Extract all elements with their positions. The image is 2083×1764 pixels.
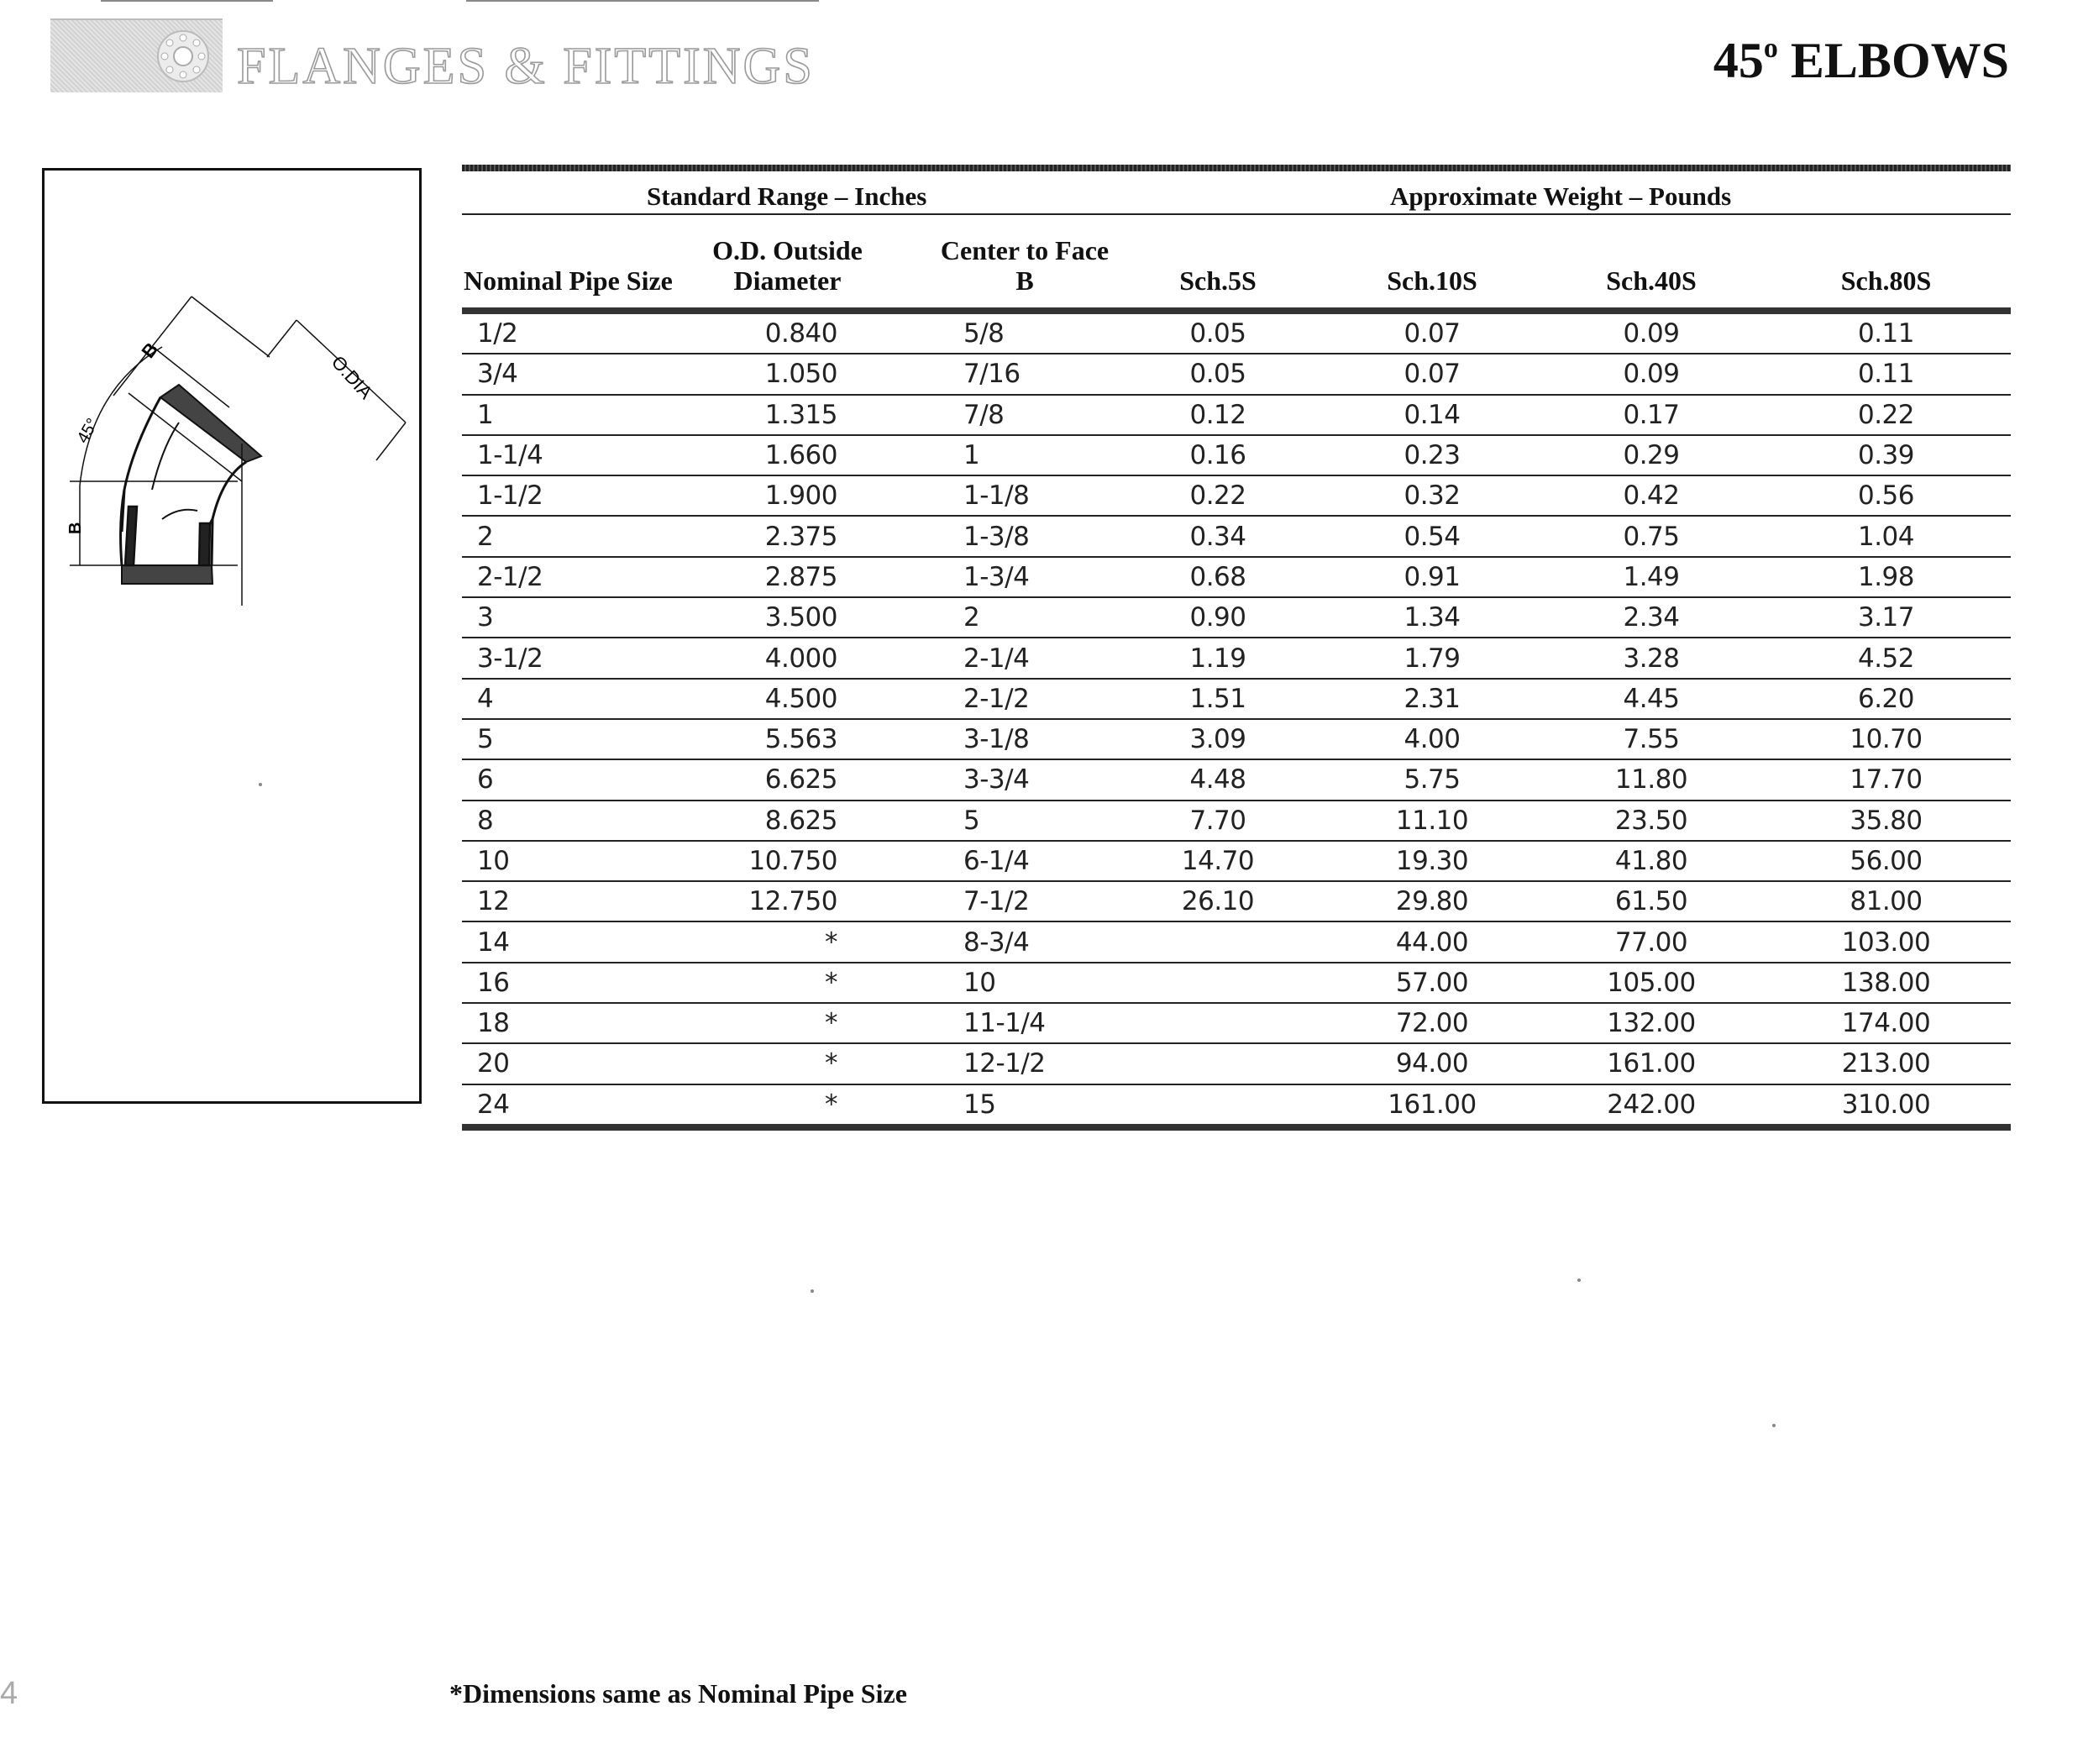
cell-sch40s: 0.75 [1541,516,1761,556]
dim-angle-label: 45° [73,415,102,447]
cell-sch80s: 1.98 [1761,557,2011,597]
cell-nominal-size: 1-1/4 [462,435,689,475]
table-row [462,719,2011,759]
cell-center-to-face: 2-1/2 [886,679,1113,719]
cell-nominal-size: 14 [462,921,689,962]
cell-sch10s: 161.00 [1323,1084,1541,1127]
cell-sch10s: 0.07 [1323,311,1541,354]
table-row [462,395,2011,435]
cell-sch80s: 310.00 [1761,1084,2011,1127]
cell-sch5s: 7.70 [1113,801,1323,841]
cell-sch10s: 2.31 [1323,679,1541,719]
cell-center-to-face: 10 [886,963,1113,1003]
cell-nominal-size: 24 [462,1084,689,1127]
scan-speck [1772,1424,1776,1427]
cell-center-to-face: 7/16 [886,354,1113,394]
cell-sch40s: 4.45 [1541,679,1761,719]
cell-sch40s: 242.00 [1541,1084,1761,1127]
cell-sch5s: 0.05 [1113,354,1323,394]
table-row [462,311,2011,354]
cell-sch5s: 0.05 [1113,311,1323,354]
cell-sch80s: 0.39 [1761,435,2011,475]
cell-nominal-size: 4 [462,679,689,719]
top-rule-right [466,0,819,2]
cell-sch40s: 41.80 [1541,841,1761,881]
cell-od: 0.840 [689,311,886,354]
cell-nominal-size: 18 [462,1003,689,1043]
cell-od: 1.050 [689,354,886,394]
cell-sch80s: 81.00 [1761,881,2011,921]
group-header-row [462,171,2011,215]
cell-center-to-face: 3-3/4 [886,759,1113,800]
title-suffix: ELBOWS [1777,33,2009,88]
col-nominal-size: Nominal Pipe Size [464,265,673,296]
cell-sch80s: 6.20 [1761,679,2011,719]
cell-center-to-face: 1-3/8 [886,516,1113,556]
cell-center-to-face: 12-1/2 [886,1043,1113,1084]
cell-od: 8.625 [689,801,886,841]
cell-nominal-size: 1 [462,395,689,435]
cell-sch10s: 0.07 [1323,354,1541,394]
cell-od: 10.750 [689,841,886,881]
cell-sch10s: 72.00 [1323,1003,1541,1043]
cell-od: 2.875 [689,557,886,597]
cell-od: 12.750 [689,881,886,921]
cell-sch10s: 57.00 [1323,963,1541,1003]
cell-od: 4.000 [689,638,886,678]
cell-sch80s: 10.70 [1761,719,2011,759]
cell-sch10s: 11.10 [1323,801,1541,841]
cell-sch5s: 14.70 [1113,841,1323,881]
cell-sch5s [1113,1043,1323,1084]
cell-nominal-size: 12 [462,881,689,921]
scan-speck [811,1289,814,1293]
elbow-diagram-panel [42,168,422,1104]
table-row [462,557,2011,597]
cell-sch5s: 1.51 [1113,679,1323,719]
cell-sch80s: 138.00 [1761,963,2011,1003]
dim-odia-label: O.DIA [327,351,377,403]
cell-od: 2.375 [689,516,886,556]
cell-sch80s: 0.22 [1761,395,2011,435]
cell-od: 4.500 [689,679,886,719]
cell-sch40s: 0.09 [1541,354,1761,394]
cell-od: * [689,1003,886,1043]
dim-b-top-label: B [137,338,162,362]
group-standard-range: Standard Range – Inches [647,181,927,211]
table-row [462,475,2011,516]
elbow-spec-table [462,165,2011,1131]
cell-sch40s: 132.00 [1541,1003,1761,1043]
cell-sch5s [1113,921,1323,962]
cell-sch5s: 1.19 [1113,638,1323,678]
cell-nominal-size: 3-1/2 [462,638,689,678]
cell-sch40s: 61.50 [1541,881,1761,921]
table-row [462,435,2011,475]
cell-sch10s: 0.32 [1323,475,1541,516]
col-center-to-face: Center to Face B [940,235,1110,296]
cell-center-to-face: 15 [886,1084,1113,1127]
cell-od: * [689,1043,886,1084]
cell-sch40s: 1.49 [1541,557,1761,597]
cell-center-to-face: 2 [886,597,1113,638]
brand-logo [50,18,223,92]
table-row [462,354,2011,394]
cell-sch10s: 1.34 [1323,597,1541,638]
cell-sch80s: 103.00 [1761,921,2011,962]
cell-sch10s: 44.00 [1323,921,1541,962]
cell-nominal-size: 6 [462,759,689,800]
cell-sch80s: 1.04 [1761,516,2011,556]
cell-nominal-size: 2-1/2 [462,557,689,597]
cell-sch5s [1113,1084,1323,1127]
cell-sch5s [1113,963,1323,1003]
cell-sch80s: 4.52 [1761,638,2011,678]
scan-speck [259,783,262,786]
cell-sch40s: 0.42 [1541,475,1761,516]
cell-sch5s: 0.16 [1113,435,1323,475]
table-row [462,1043,2011,1084]
cell-sch80s: 17.70 [1761,759,2011,800]
cell-center-to-face: 6-1/4 [886,841,1113,881]
top-rule-left [101,0,273,2]
table-row [462,638,2011,678]
cell-nominal-size: 1-1/2 [462,475,689,516]
cell-center-to-face: 8-3/4 [886,921,1113,962]
cell-od: 1.900 [689,475,886,516]
cell-sch40s: 105.00 [1541,963,1761,1003]
degree-mark: o [1763,33,1778,64]
cell-sch40s: 3.28 [1541,638,1761,678]
cell-sch40s: 2.34 [1541,597,1761,638]
cell-center-to-face: 1 [886,435,1113,475]
cell-sch10s: 94.00 [1323,1043,1541,1084]
cell-sch40s: 11.80 [1541,759,1761,800]
cell-sch10s: 0.54 [1323,516,1541,556]
cell-sch80s: 0.11 [1761,354,2011,394]
scan-speck [1577,1278,1581,1282]
cell-sch5s: 3.09 [1113,719,1323,759]
cell-center-to-face: 7/8 [886,395,1113,435]
cell-center-to-face: 2-1/4 [886,638,1113,678]
brand-name: FLANGES & FITTINGS [237,38,815,95]
cell-sch5s: 0.90 [1113,597,1323,638]
title-prefix: 45 [1713,33,1764,88]
col-od: O.D. Outside Diameter [712,235,863,296]
cell-od: 6.625 [689,759,886,800]
footnote: *Dimensions same as Nominal Pipe Size [449,1678,907,1709]
cell-sch80s: 3.17 [1761,597,2011,638]
cell-sch80s: 0.56 [1761,475,2011,516]
col-sch40s: Sch.40S [1606,265,1697,296]
cell-center-to-face: 7-1/2 [886,881,1113,921]
table-top-rule [462,165,2011,171]
cell-center-to-face: 5/8 [886,311,1113,354]
cell-od: * [689,1084,886,1127]
cell-center-to-face: 3-1/8 [886,719,1113,759]
col-sch10s: Sch.10S [1387,265,1477,296]
cell-od: * [689,921,886,962]
flange-logo-icon [150,27,217,86]
cell-sch5s [1113,1003,1323,1043]
table-row [462,1003,2011,1043]
cell-sch5s: 26.10 [1113,881,1323,921]
cell-sch80s: 213.00 [1761,1043,2011,1084]
page-number: 4 [0,1676,18,1711]
cell-od: 1.660 [689,435,886,475]
cell-sch10s: 5.75 [1323,759,1541,800]
cell-sch80s: 0.11 [1761,311,2011,354]
table-row [462,841,2011,881]
group-approx-weight: Approximate Weight – Pounds [1390,181,1732,211]
cell-sch5s: 0.68 [1113,557,1323,597]
cell-center-to-face: 1-1/8 [886,475,1113,516]
cell-center-to-face: 11-1/4 [886,1003,1113,1043]
cell-sch10s: 1.79 [1323,638,1541,678]
cell-nominal-size: 20 [462,1043,689,1084]
cell-sch40s: 0.29 [1541,435,1761,475]
table-row [462,881,2011,921]
col-sch80s: Sch.80S [1840,265,1932,296]
table-body [462,311,2011,1127]
cell-nominal-size: 16 [462,963,689,1003]
table-row [462,801,2011,841]
cell-nominal-size: 3/4 [462,354,689,394]
cell-od: 5.563 [689,719,886,759]
table-row [462,597,2011,638]
table-row [462,679,2011,719]
cell-sch10s: 0.91 [1323,557,1541,597]
cell-sch10s: 29.80 [1323,881,1541,921]
cell-sch80s: 174.00 [1761,1003,2011,1043]
dim-b-side-label: B [66,522,85,534]
cell-sch40s: 0.09 [1541,311,1761,354]
cell-nominal-size: 2 [462,516,689,556]
cell-sch80s: 35.80 [1761,801,2011,841]
table-row [462,759,2011,800]
column-header-row [462,215,2011,311]
cell-od: * [689,963,886,1003]
cell-od: 3.500 [689,597,886,638]
cell-sch40s: 23.50 [1541,801,1761,841]
cell-sch40s: 0.17 [1541,395,1761,435]
cell-nominal-size: 3 [462,597,689,638]
cell-sch10s: 4.00 [1323,719,1541,759]
table-row [462,963,2011,1003]
cell-sch5s: 0.22 [1113,475,1323,516]
cell-sch40s: 77.00 [1541,921,1761,962]
cell-nominal-size: 1/2 [462,311,689,354]
elbow-45-diagram [45,171,424,1106]
cell-sch10s: 19.30 [1323,841,1541,881]
cell-sch10s: 0.23 [1323,435,1541,475]
col-sch5s: Sch.5S [1179,265,1257,296]
cell-nominal-size: 5 [462,719,689,759]
spec-table [462,215,2011,1131]
cell-center-to-face: 1-3/4 [886,557,1113,597]
cell-sch80s: 56.00 [1761,841,2011,881]
cell-sch5s: 0.34 [1113,516,1323,556]
cell-sch10s: 0.14 [1323,395,1541,435]
table-row [462,921,2011,962]
table-row [462,1084,2011,1127]
page-title [1713,32,2009,90]
cell-nominal-size: 10 [462,841,689,881]
cell-center-to-face: 5 [886,801,1113,841]
cell-sch5s: 4.48 [1113,759,1323,800]
cell-nominal-size: 8 [462,801,689,841]
cell-sch5s: 0.12 [1113,395,1323,435]
cell-sch40s: 161.00 [1541,1043,1761,1084]
cell-sch40s: 7.55 [1541,719,1761,759]
table-row [462,516,2011,556]
cell-od: 1.315 [689,395,886,435]
